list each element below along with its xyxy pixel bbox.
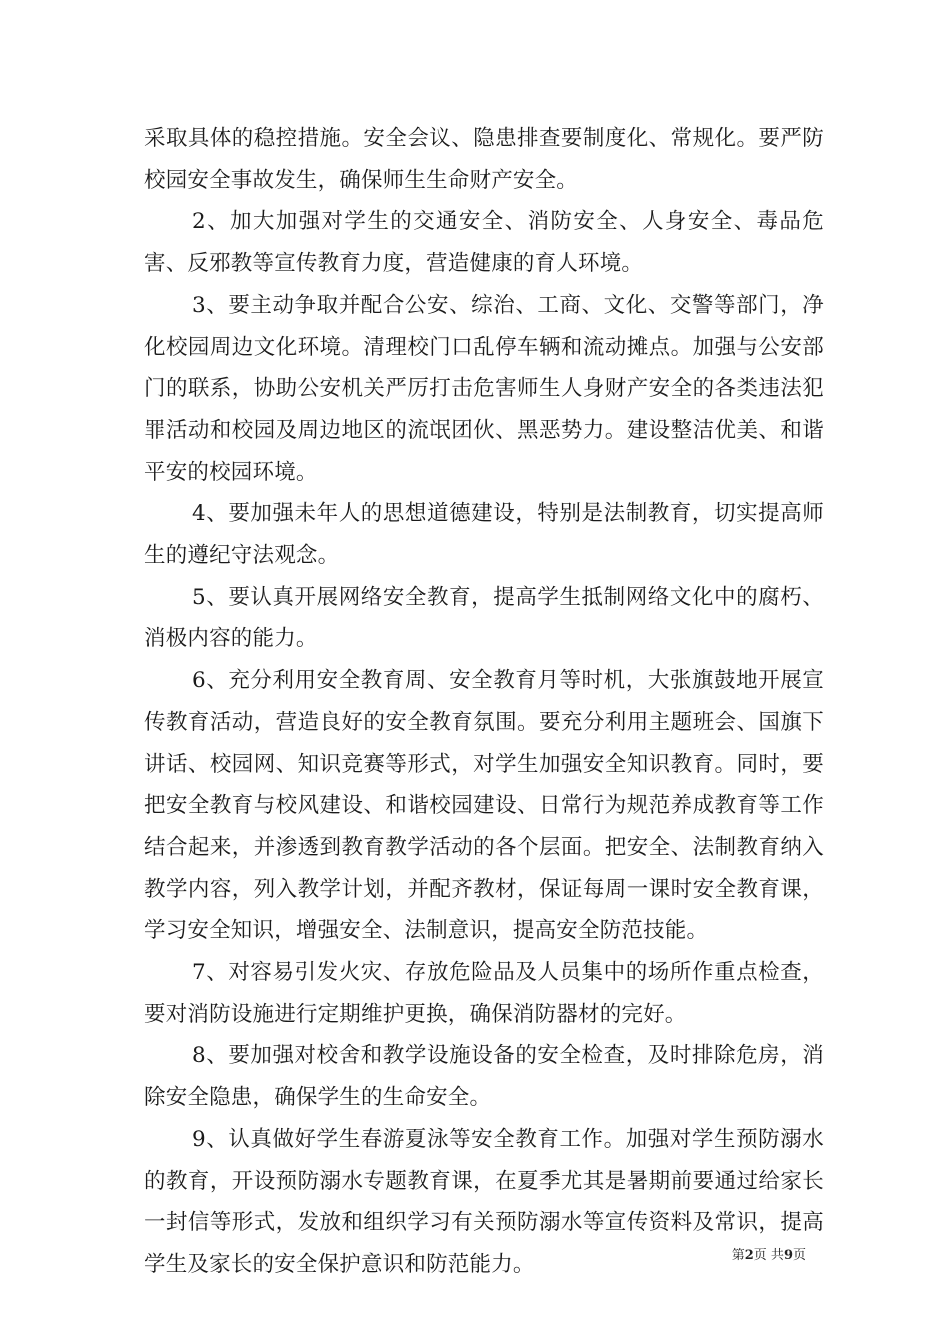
footer-suffix: 页 (792, 1248, 806, 1263)
total-page-count: 9 (783, 1248, 793, 1263)
footer-middle: 页 共 (753, 1248, 784, 1263)
footer-prefix: 第 (731, 1248, 745, 1263)
paragraph-item-4: 4、要加强未年人的思想道德建设，特别是法制教育，切实提高师生的遵纪守法观念。 (144, 501, 824, 569)
paragraph-item-3: 3、要主动争取并配合公安、综治、工商、文化、交警等部门，净化校园周边文化环境。清理校门口乱停车辆和流动摊点。加强与公安部门的联系，协助公安机关严厉打击危害师生人身财产安全的各类违法犯罪活动和校园及周边地区的流氓团伙、黑恶势力。建设整洁优美、和谐平安的校园环境。 (144, 292, 824, 485)
paragraph-item-5: 5、要认真开展网络安全教育，提高学生抵制网络文化中的腐朽、消极内容的能力。 (144, 584, 824, 652)
document-body (144, 118, 824, 1286)
paragraph-item-6: 6、充分利用安全教育周、安全教育月等时机，大张旗鼓地开展宣传教育活动，营造良好的安全教育氛围。要充分利用主题班会、国旗下讲话、校园网、知识竞赛等形式，对学生加强安全知识教育。同时，要把安全教育与校风建设、和谐校园建设、日常行为规范养成教育等工作结合起来，并渗透到教育教学活动的各个层面。把安全、法制教育纳入教学内容，列入教学计划，并配齐教材，保证每周一课时安全教育课，学习安全知识，增强安全、法制意识，提高安全防范技能。 (144, 668, 824, 944)
paragraph-item-9: 9、认真做好学生春游夏泳等安全教育工作。加强对学生预防溺水的教育，开设预防溺水专题教育课，在夏季尤其是暑期前要通过给家长一封信等形式，发放和组织学习有关预防溺水等宣传资料及常识，提高学生及家长的安全保护意识和防范能力。 (144, 1126, 824, 1277)
paragraph-item-8: 8、要加强对校舍和教学设施设备的安全检查，及时排除危房，消除安全隐患，确保学生的生命安全。 (144, 1043, 824, 1111)
paragraph-item-2: 2、加大加强对学生的交通安全、消防安全、人身安全、毒品危害、反邪教等宣传教育力度，营造健康的育人环境。 (144, 209, 824, 277)
paragraph-item-7: 7、对容易引发火灾、存放危险品及人员集中的场所作重点检查，要对消防设施进行定期维护更换，确保消防器材的完好。 (144, 960, 824, 1027)
current-page-number: 2 (744, 1248, 754, 1263)
paragraph-continuation: 采取具体的稳控措施。安全会议、隐患排查要制度化、常规化。要严防校园安全事故发生，确保师生生命财产安全。 (144, 126, 824, 193)
page-number-footer (732, 1247, 806, 1265)
